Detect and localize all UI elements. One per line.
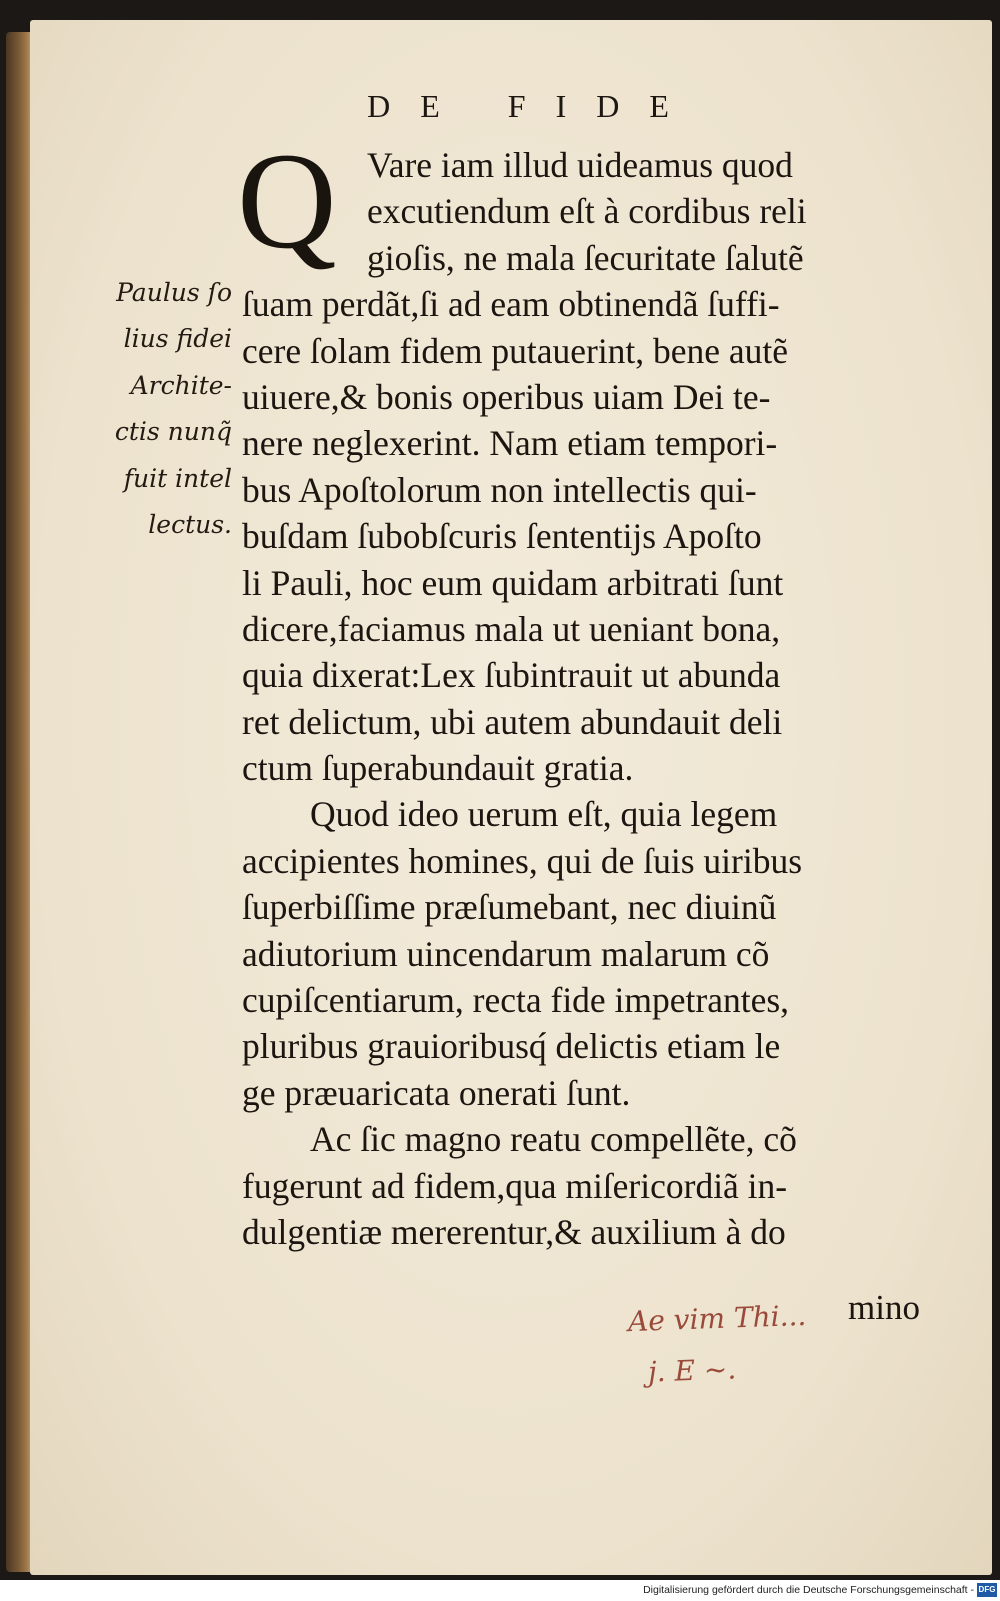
manuscript-annotation: Ae vim Thi...	[627, 1298, 807, 1339]
text-line: bus Apoſtolorum non intellectis qui-	[242, 469, 757, 510]
marginal-line: fuit intel	[123, 463, 232, 493]
text-line: Quod ideo uerum eſt, quia legem	[310, 794, 778, 835]
text-line: dicere,faciamus mala ut ueniant bona,	[242, 608, 781, 649]
marginal-line: lius fidei	[123, 324, 232, 354]
drop-cap: Q	[237, 124, 337, 277]
footer-bar	[0, 1580, 1000, 1601]
marginal-line: Archite-	[130, 370, 232, 400]
dfg-logo: DFG	[977, 1583, 997, 1597]
text-line: dulgentiæ mererentur,& auxilium à do	[242, 1211, 786, 1252]
text-line: gioſis, ne mala ſecuritate ſalutẽ	[367, 237, 804, 278]
body-text	[242, 142, 942, 1255]
text-line: quia dixerat:Lex ſubintrauit ut abunda	[242, 655, 781, 696]
text-line: Vare iam illud uideamus quod	[367, 145, 793, 185]
funding-credit: Digitalisierung gefördert durch die Deutsche Forschungsgemeinschaft -	[643, 1584, 974, 1596]
text-line: li Pauli, hoc eum quidam arbitrati ſunt	[242, 562, 784, 603]
text-line: uiuere,& bonis operibus uiam Dei te-	[242, 376, 771, 417]
marginal-note	[92, 270, 232, 548]
marginal-line: lectus.	[148, 510, 232, 540]
text-line: pluribus grauioribusq́ delictis etiam le	[242, 1026, 781, 1067]
text-line: accipientes homines, qui de ſuis uiribus	[242, 840, 803, 881]
text-line: ſuperbiſſime præſumebant, nec diuinũ	[242, 887, 777, 928]
text-line: Ac ſic magno reatu compellẽte, cõ	[310, 1119, 797, 1160]
text-line: ſuam perdãt,ſi ad eam obtinendã ſuffi-	[242, 284, 780, 325]
text-line: ctum ſuperabundauit gratia.	[242, 748, 634, 789]
text-line: buſdam ſubobſcuris ſententijs Apoſto	[242, 516, 762, 557]
running-head: DE FIDE	[367, 88, 699, 124]
text-line: cere ſolam fidem putauerint, bene autẽ	[242, 330, 789, 371]
book-page	[30, 20, 992, 1575]
marginal-line: Paulus ſo	[116, 278, 232, 307]
text-line: fugerunt ad fidem,qua miſericordiã in-	[242, 1165, 788, 1206]
catchword: mino	[848, 1288, 920, 1327]
text-line: ret delictum, ubi autem abundauit deli	[242, 701, 783, 742]
text-line: excutiendum eſt à cordibus reli	[367, 191, 807, 232]
marginal-line: ctis nunq̃	[114, 417, 232, 447]
text-line: cupiſcentiarum, recta fide impetrantes,	[242, 980, 790, 1021]
text-line: ge præuaricata onerati ſunt.	[242, 1072, 631, 1113]
text-line: adiutorium uincendarum malarum cõ	[242, 933, 770, 974]
manuscript-annotation: j. E ~.	[647, 1352, 737, 1389]
text-line: nere neglexerint. Nam etiam tempori-	[242, 423, 778, 464]
